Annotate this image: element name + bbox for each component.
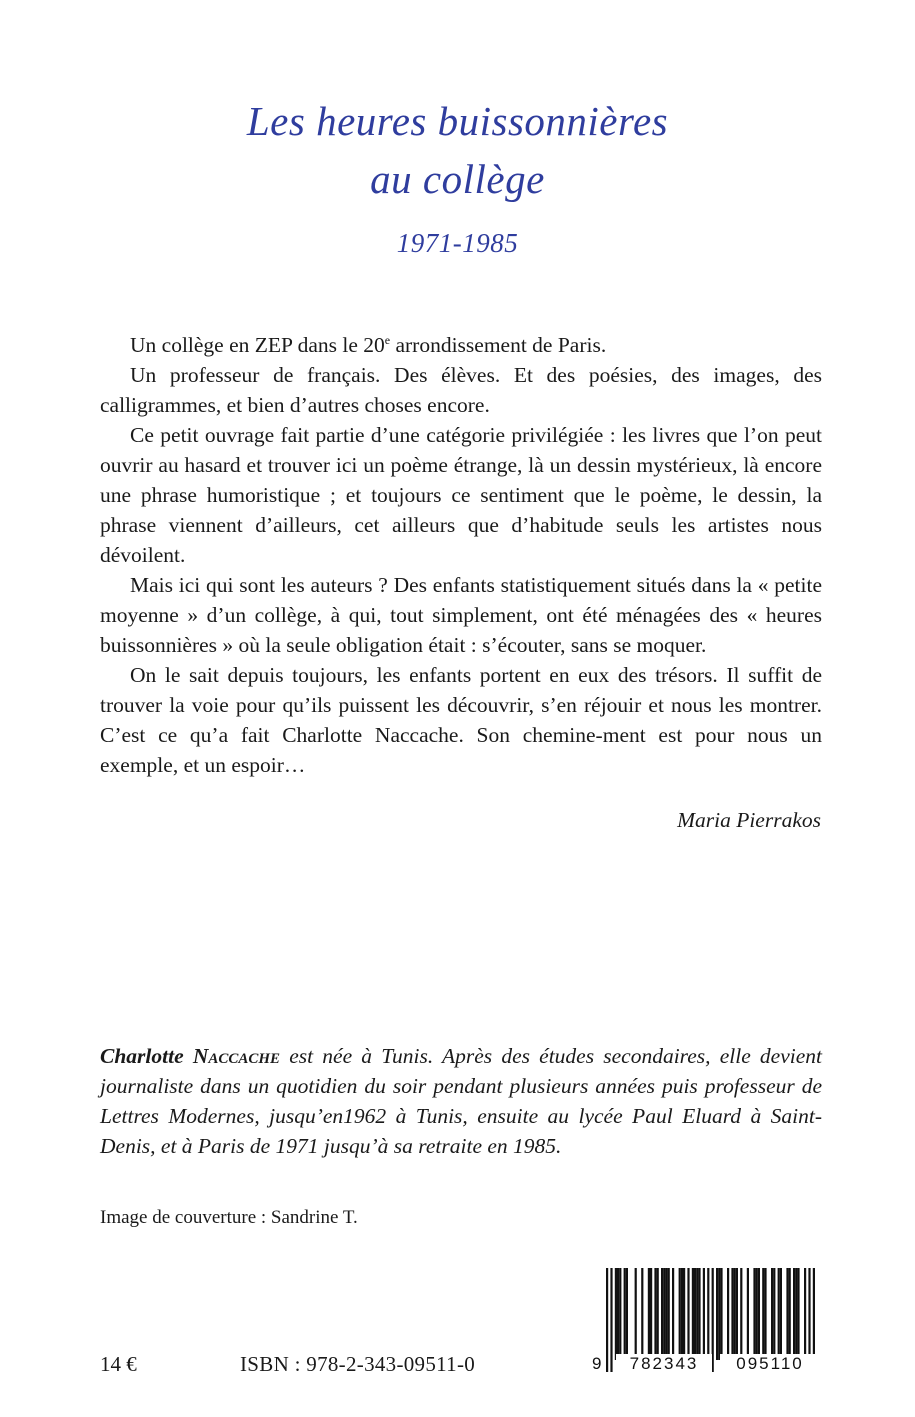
barcode-bar xyxy=(778,1268,780,1360)
barcode-bar xyxy=(786,1268,788,1360)
barcode-bar xyxy=(747,1268,749,1360)
barcode-bar xyxy=(804,1268,806,1360)
author-first-name: Charlotte xyxy=(100,1044,193,1068)
barcode-bar xyxy=(698,1268,700,1360)
barcode-bar xyxy=(672,1268,674,1360)
back-cover-blurb xyxy=(100,325,822,780)
barcode-bar xyxy=(795,1268,797,1360)
barcode-bar xyxy=(793,1268,795,1360)
barcode-bar xyxy=(635,1268,637,1360)
barcode-bar xyxy=(797,1268,799,1360)
barcode-bar xyxy=(654,1268,656,1360)
barcode-bar xyxy=(720,1268,722,1360)
barcode-left-group: 782343 xyxy=(616,1354,712,1374)
barcode-bar xyxy=(668,1268,670,1360)
barcode-bar xyxy=(683,1268,685,1360)
barcode-bar xyxy=(681,1268,683,1360)
barcode-bar xyxy=(648,1268,650,1360)
barcode-bar xyxy=(624,1268,626,1360)
author-bio xyxy=(100,1041,822,1161)
barcode-bar xyxy=(617,1268,619,1360)
barcode-bar xyxy=(692,1268,694,1360)
barcode-right-group: 095110 xyxy=(720,1354,820,1374)
blurb-paragraph: Un professeur de français. Des élèves. Et des poésies, des images, des calligrammes, et bien d’autres choses encore. xyxy=(100,363,822,418)
ordinal-superscript: e xyxy=(384,333,391,347)
barcode-digits xyxy=(592,1354,836,1384)
isbn: ISBN : 978-2-343-09511-0 xyxy=(240,1352,476,1376)
blurb-paragraph: On le sait depuis toujours, les enfants portent en eux des trésors. Il suffit de trouver la voie pour qu’ils puissent les découvrir, s’en réjouir et nous les montrer. C’est ce qu’a fait Charlotte Naccache. Son chemine-ment est pour nous un exemple, et un espoir… xyxy=(100,663,822,778)
barcode-bar xyxy=(727,1268,729,1360)
book-years: 1971-1985 xyxy=(396,228,519,258)
barcode-bar xyxy=(734,1268,736,1360)
barcode-bar xyxy=(789,1268,791,1360)
barcode-bar xyxy=(657,1268,659,1360)
cover-image-credit: Image de couverture : Sandrine T. xyxy=(100,1207,358,1228)
barcode-bar xyxy=(780,1268,782,1360)
blurb-paragraph: Ce petit ouvrage fait partie d’une catégorie privilégiée : les livres que l’on peut ouvrir au hasard et trouver ici un poème étrange, là un dessin mystérieux, là encore une phrase humoristique ; et toujours ce sentiment que le poème, le dessin, la phrase viennent d’ailleurs, cet ailleurs que d’habitude seuls les artistes nous dévoilent. xyxy=(100,423,822,568)
barcode-bar xyxy=(758,1268,760,1360)
barcode-bar xyxy=(663,1268,665,1360)
barcode-bar xyxy=(665,1268,667,1360)
barcode-bar xyxy=(718,1268,720,1360)
barcode-bar xyxy=(687,1268,689,1360)
blurb-signature: Maria Pierrakos xyxy=(677,808,821,832)
barcode-bar xyxy=(762,1268,764,1360)
author-last-name: Naccache xyxy=(192,1044,281,1068)
barcode-bar xyxy=(650,1268,652,1360)
barcode-bar xyxy=(764,1268,766,1360)
ean-barcode xyxy=(592,1268,836,1390)
barcode-first-digit: 9 xyxy=(592,1354,602,1373)
barcode-bar xyxy=(641,1268,643,1360)
barcode-bar xyxy=(773,1268,775,1360)
barcode-bar xyxy=(740,1268,742,1360)
barcode-bar xyxy=(771,1268,773,1360)
blurb-paragraph: Mais ici qui sont les auteurs ? Des enfants statistiquement situés dans la « petite moyenne » d’un collège, à qui, tout simplement, ont été ménagées des « heures buissonnières » où la seule obligation était : s’écouter, sans se moquer. xyxy=(100,573,822,658)
author-bio-text: est née à Tunis. Après des études secondaires, elle devient journaliste dans un quotidien du soir pendant plusieurs années puis professeur de Lettres Modernes, jusqu’en1962 à Tunis, ensuite au lycée Paul Eluard à Saint-Denis, et à Paris de 1971 jusqu’à sa retraite en 1985. xyxy=(100,1044,822,1158)
barcode-bar xyxy=(679,1268,681,1360)
barcode-bar xyxy=(696,1268,698,1360)
blurb-paragraph xyxy=(100,325,822,360)
blurb-text: arrondissement de Paris. xyxy=(390,333,607,358)
barcode-bar xyxy=(716,1268,718,1360)
price: 14 € xyxy=(100,1352,137,1376)
barcode-bar xyxy=(756,1268,758,1360)
barcode-bar xyxy=(626,1268,628,1360)
barcode-bar xyxy=(694,1268,696,1360)
barcode-bar xyxy=(619,1268,621,1360)
barcode-bar xyxy=(661,1268,663,1360)
blurb-text: Un collège en ZEP dans le 20 xyxy=(130,333,385,358)
barcode-bar xyxy=(731,1268,733,1360)
barcode-bar xyxy=(753,1268,755,1360)
barcode-bar xyxy=(703,1268,705,1360)
book-title-line-1: Les heures buissonnières xyxy=(246,98,669,144)
book-title-line-2: au collège xyxy=(370,156,545,202)
barcode-bar xyxy=(615,1268,617,1360)
barcode-bar xyxy=(736,1268,738,1360)
book-title-block xyxy=(0,92,915,259)
